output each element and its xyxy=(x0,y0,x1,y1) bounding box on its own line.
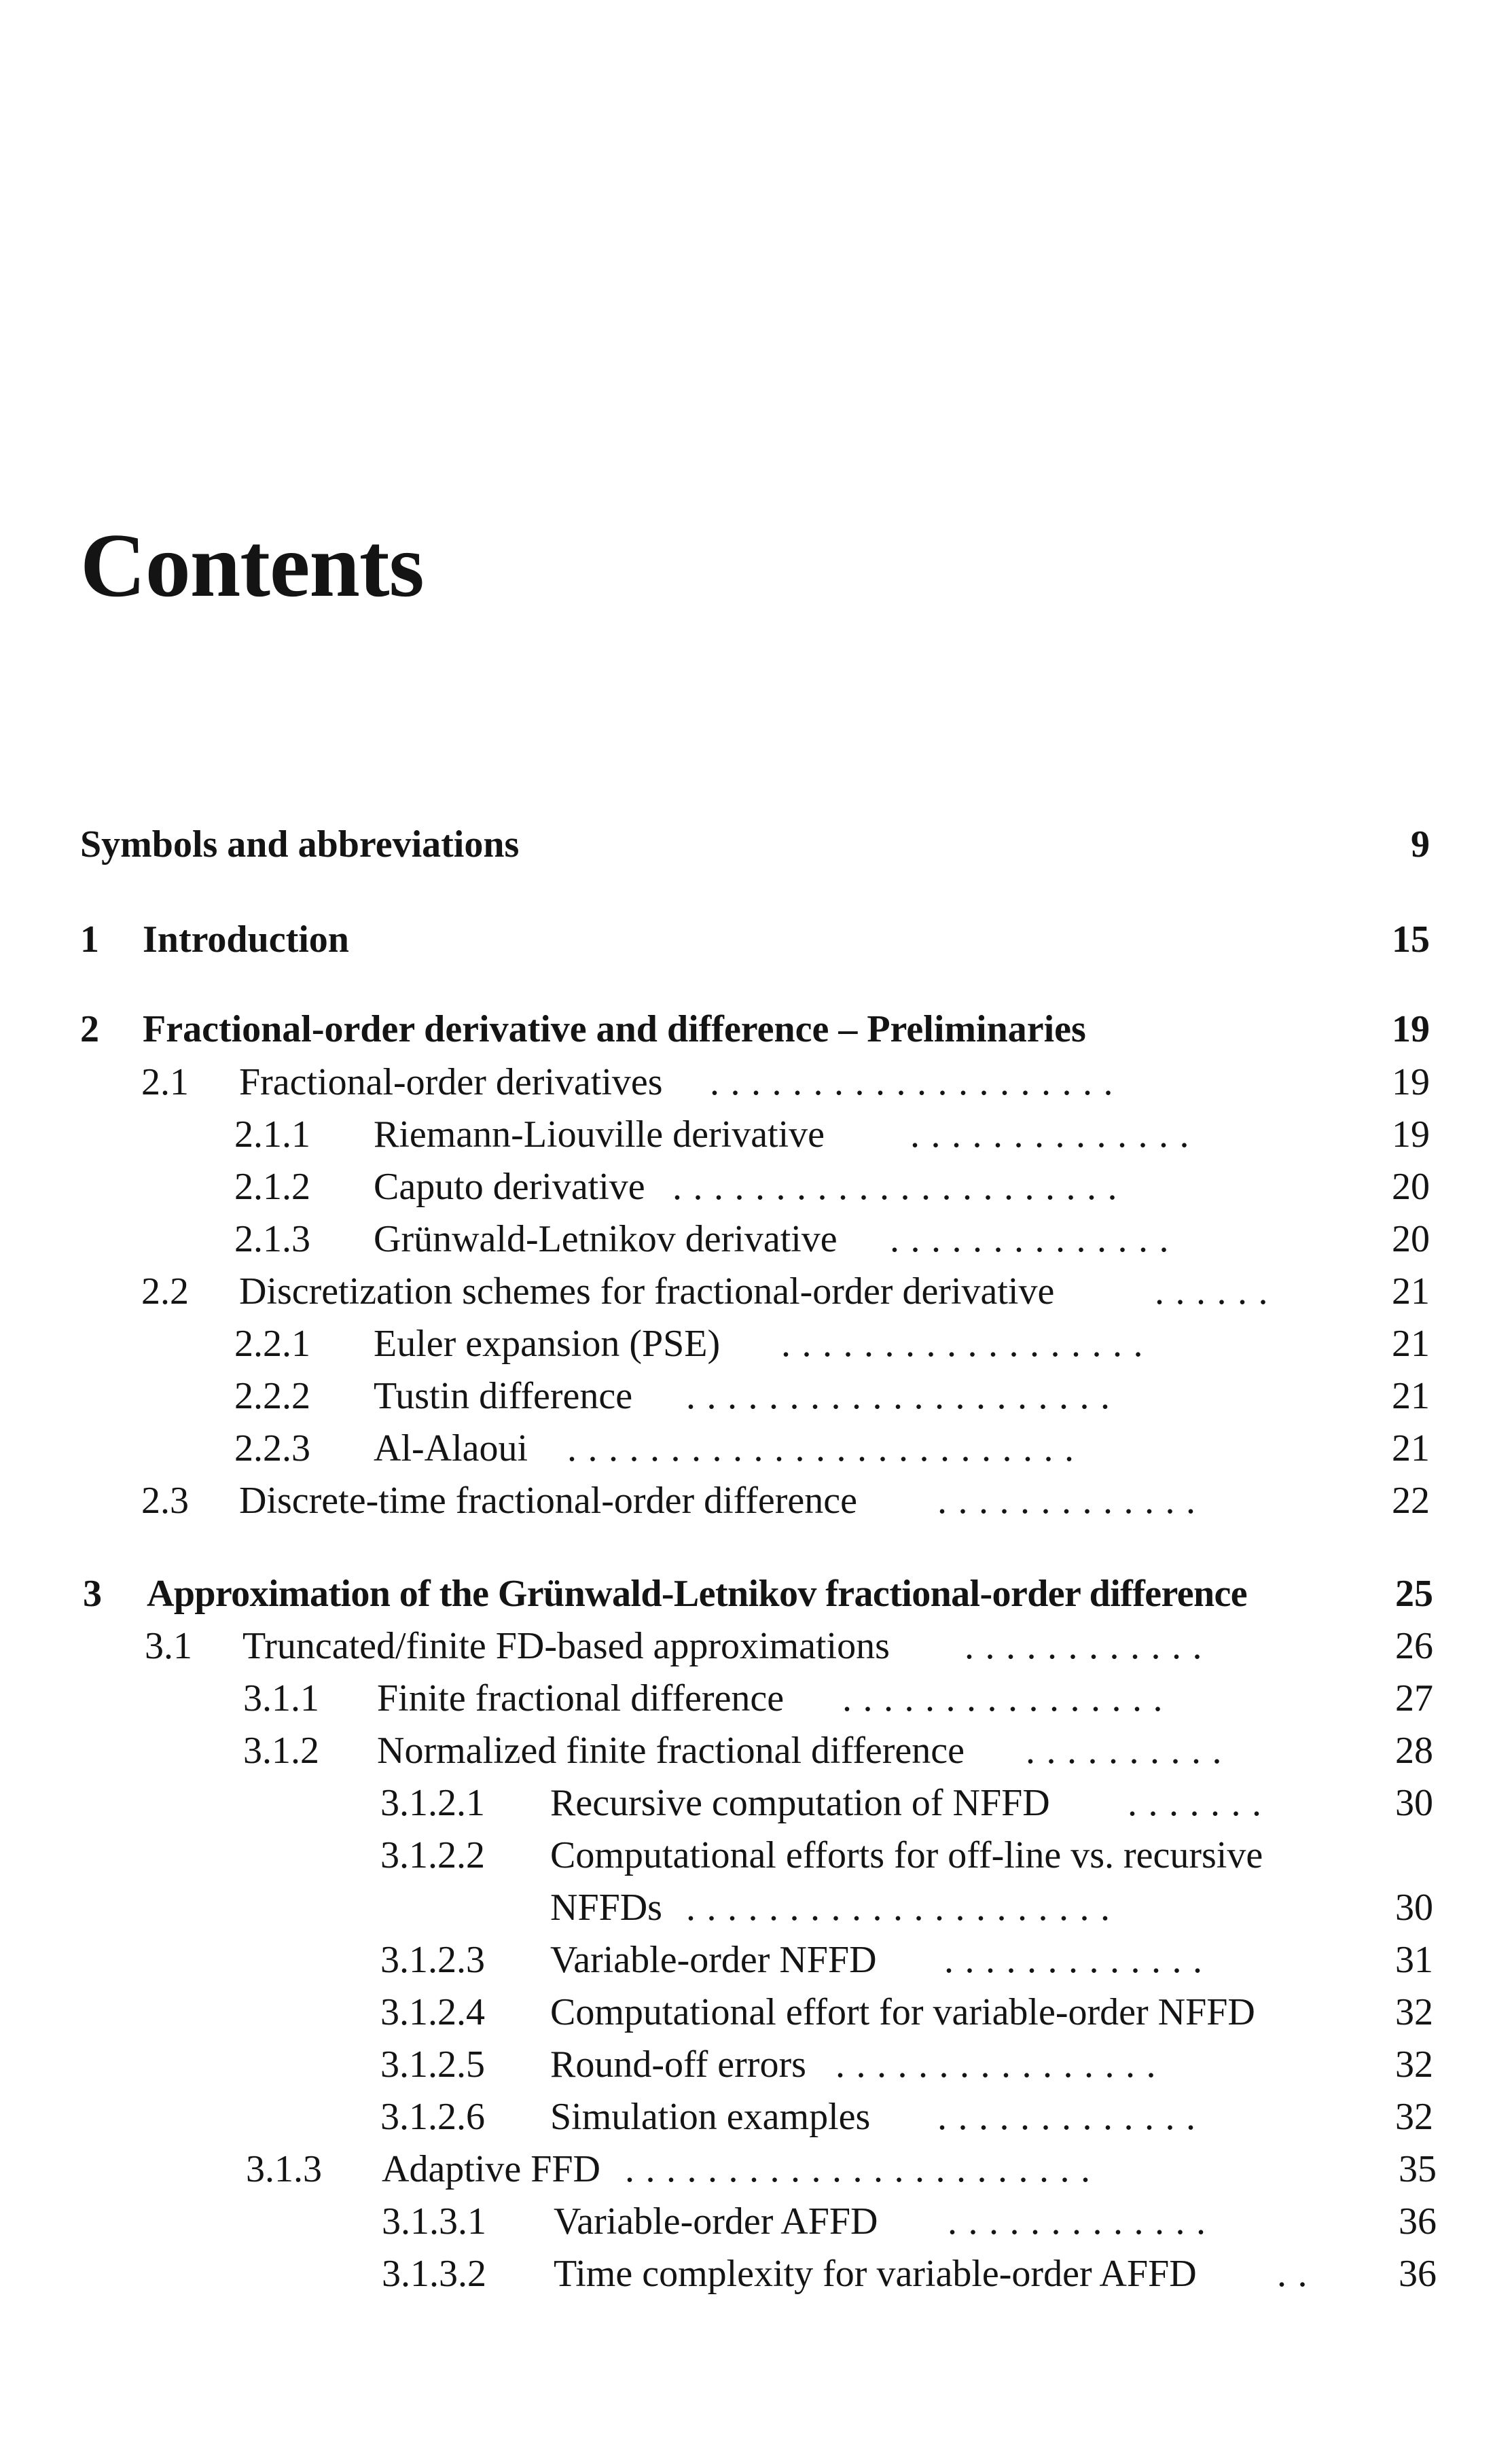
toc-section-number: 2.2.2 xyxy=(234,1375,310,1417)
leader-dots: ..................... xyxy=(686,1889,1121,1927)
toc-section-2-2-2[interactable] xyxy=(0,1377,1512,1418)
leader-dots: ............. xyxy=(948,2202,1217,2241)
toc-section-number: 2.2.1 xyxy=(234,1323,310,1365)
toc-section-3-1-2[interactable] xyxy=(0,1732,1512,1772)
toc-section-page: 32 xyxy=(1395,1991,1433,2033)
toc-section-title: Computational efforts for off-line vs. recursive xyxy=(550,1834,1263,1876)
toc-section-number: 3.1.2.1 xyxy=(380,1782,485,1824)
toc-chapter-symbols[interactable] xyxy=(0,825,1512,866)
toc-section-page: 36 xyxy=(1399,2200,1437,2243)
toc-section-page: 21 xyxy=(1392,1323,1430,1365)
toc-section-title: Time complexity for variable-order AFFD xyxy=(554,2253,1197,2295)
leader-dots: ................ xyxy=(842,1679,1174,1717)
toc-section-title: Discretization schemes for fractional-order derivative xyxy=(239,1270,1055,1313)
leader-dots: ...... xyxy=(1155,1272,1279,1310)
toc-section-number: 3.1.2.4 xyxy=(380,1991,485,2033)
toc-section-number: 3.1.1 xyxy=(243,1677,319,1719)
toc-section-3-1-2-2-cont[interactable] xyxy=(0,1889,1512,1929)
leader-dots: ............. xyxy=(937,1482,1207,1520)
toc-section-2-1-3[interactable] xyxy=(0,1220,1512,1261)
toc-section-page: 20 xyxy=(1392,1218,1430,1260)
page-title: Contents xyxy=(80,515,424,615)
toc-section-page: 32 xyxy=(1395,2096,1433,2138)
toc-chapter-page: 19 xyxy=(1392,1008,1430,1050)
leader-dots: ............. xyxy=(944,1941,1214,1979)
leader-dots: .............. xyxy=(890,1220,1180,1258)
toc-section-page: 31 xyxy=(1395,1939,1433,1981)
toc-chapter-number: 1 xyxy=(80,918,99,961)
toc-section-title: Variable-order NFFD xyxy=(550,1939,877,1981)
toc-section-title: Variable-order AFFD xyxy=(554,2200,878,2243)
toc-section-page: 21 xyxy=(1392,1375,1430,1417)
toc-section-3-1-2-4[interactable] xyxy=(0,1993,1512,2034)
toc-section-2-2-1[interactable] xyxy=(0,1325,1512,1366)
toc-section-page: 35 xyxy=(1399,2148,1437,2190)
toc-section-title: Tustin difference xyxy=(374,1375,633,1417)
toc-chapter-3[interactable] xyxy=(0,1575,1512,1616)
toc-section-title: Normalized finite fractional difference xyxy=(377,1730,965,1772)
toc-section-title: Al-Alaoui xyxy=(374,1427,528,1469)
toc-section-page: 30 xyxy=(1395,1782,1433,1824)
leader-dots: ................ xyxy=(835,2046,1167,2084)
toc-chapter-title: Symbols and abbreviations xyxy=(80,823,520,865)
leader-dots: ............. xyxy=(937,2098,1207,2136)
toc-section-page: 19 xyxy=(1392,1113,1430,1156)
toc-section-3-1-2-5[interactable] xyxy=(0,2046,1512,2086)
toc-chapter-title: Introduction xyxy=(143,918,349,961)
toc-section-3-1-2-3[interactable] xyxy=(0,1941,1512,1982)
leader-dots: ..................... xyxy=(686,1377,1121,1415)
toc-section-title: Riemann-Liouville derivative xyxy=(374,1113,825,1156)
leader-dots: .. xyxy=(1277,2255,1318,2293)
leader-dots: ............ xyxy=(965,1627,1213,1665)
toc-chapter-title: Approximation of the Grünwald-Letnikov fractional-order difference xyxy=(147,1573,1248,1615)
toc-section-title: Recursive computation of NFFD xyxy=(550,1782,1050,1824)
toc-section-3-1-2-1[interactable] xyxy=(0,1784,1512,1825)
leader-dots: ......................... xyxy=(567,1429,1085,1467)
toc-chapter-number: 3 xyxy=(83,1573,102,1615)
toc-section-title: Euler expansion (PSE) xyxy=(374,1323,721,1365)
toc-section-title: Round-off errors xyxy=(550,2044,806,2086)
leader-dots: ...................... xyxy=(672,1168,1128,1206)
toc-section-number: 3.1.3.1 xyxy=(382,2200,486,2243)
toc-section-page: 32 xyxy=(1395,2044,1433,2086)
toc-section-3-1-2-2[interactable] xyxy=(0,1836,1512,1877)
toc-section-number: 2.2 xyxy=(141,1270,189,1313)
toc-section-page: 30 xyxy=(1395,1887,1433,1929)
leader-dots: .................... xyxy=(710,1063,1124,1101)
toc-section-page: 22 xyxy=(1392,1480,1430,1522)
toc-section-page: 21 xyxy=(1392,1270,1430,1313)
toc-section-number: 3.1.2 xyxy=(243,1730,319,1772)
toc-section-title: Adaptive FFD xyxy=(382,2148,600,2190)
toc-chapter-title: Fractional-order derivative and difference – Preliminaries xyxy=(143,1008,1086,1050)
toc-section-number: 2.2.3 xyxy=(234,1427,310,1469)
toc-section-title: Truncated/finite FD-based approximations xyxy=(242,1625,890,1667)
leader-dots: ....... xyxy=(1128,1784,1273,1822)
toc-section-number: 2.1 xyxy=(141,1061,189,1103)
toc-section-number: 3.1.2.6 xyxy=(380,2096,485,2138)
toc-section-number: 3.1.3.2 xyxy=(382,2253,486,2295)
toc-section-title: NFFDs xyxy=(550,1887,662,1929)
toc-section-number: 3.1.3 xyxy=(246,2148,322,2190)
leader-dots: .................. xyxy=(781,1325,1154,1363)
toc-section-number: 3.1.2.3 xyxy=(380,1939,485,1981)
toc-section-2-1-1[interactable] xyxy=(0,1113,1512,1156)
toc-section-title: Computational effort for variable-order NFFD xyxy=(550,1991,1255,2033)
toc-section-number: 2.1.3 xyxy=(234,1218,310,1260)
toc-section-2-1[interactable] xyxy=(0,1063,1512,1104)
toc-section-3-1-2-6[interactable] xyxy=(0,2098,1512,2139)
toc-section-3-1-3-1[interactable] xyxy=(0,2202,1512,2243)
toc-section-2-2[interactable] xyxy=(0,1272,1512,1313)
toc-section-number: 3.1 xyxy=(145,1625,192,1667)
toc-section-2-1-2[interactable] xyxy=(0,1168,1512,1209)
toc-section-title: Grünwald-Letnikov derivative xyxy=(374,1218,838,1260)
toc-section-page: 36 xyxy=(1399,2253,1437,2295)
toc-section-title: Fractional-order derivatives xyxy=(239,1061,663,1103)
toc-chapter-1[interactable] xyxy=(0,918,1512,961)
toc-section-number: 2.3 xyxy=(141,1480,189,1522)
toc-section-number: 3.1.2.5 xyxy=(380,2044,485,2086)
toc-chapter-page: 15 xyxy=(1392,918,1430,961)
toc-section-3-1[interactable] xyxy=(0,1627,1512,1668)
toc-section-number: 2.1.1 xyxy=(234,1113,310,1156)
toc-section-page: 21 xyxy=(1392,1427,1430,1469)
toc-section-2-2-3[interactable] xyxy=(0,1429,1512,1470)
toc-section-page: 26 xyxy=(1395,1625,1433,1667)
toc-section-title: Caputo derivative xyxy=(374,1166,645,1208)
toc-section-page: 19 xyxy=(1392,1061,1430,1103)
toc-section-number: 3.1.2.2 xyxy=(380,1834,485,1876)
toc-section-page: 28 xyxy=(1395,1730,1433,1772)
leader-dots: ....................... xyxy=(625,2150,1102,2188)
toc-section-number: 2.1.2 xyxy=(234,1166,310,1208)
toc-section-page: 27 xyxy=(1395,1677,1433,1719)
toc-section-title: Simulation examples xyxy=(550,2096,871,2138)
toc-chapter-page: 25 xyxy=(1395,1573,1433,1615)
toc-section-3-1-1[interactable] xyxy=(0,1679,1512,1720)
toc-section-title: Finite fractional difference xyxy=(377,1677,785,1719)
toc-chapter-page: 9 xyxy=(1411,823,1430,865)
leader-dots: .............. xyxy=(910,1116,1200,1154)
toc-section-page: 20 xyxy=(1392,1166,1430,1208)
toc-section-title: Discrete-time fractional-order difference xyxy=(239,1480,857,1522)
toc-section-2-3[interactable] xyxy=(0,1482,1512,1522)
toc-chapter-number: 2 xyxy=(80,1008,99,1050)
toc-chapter-2[interactable] xyxy=(0,1010,1512,1051)
leader-dots: .......... xyxy=(1026,1732,1233,1770)
toc-section-3-1-3[interactable] xyxy=(0,2150,1512,2191)
toc-section-3-1-3-2[interactable] xyxy=(0,2255,1512,2296)
